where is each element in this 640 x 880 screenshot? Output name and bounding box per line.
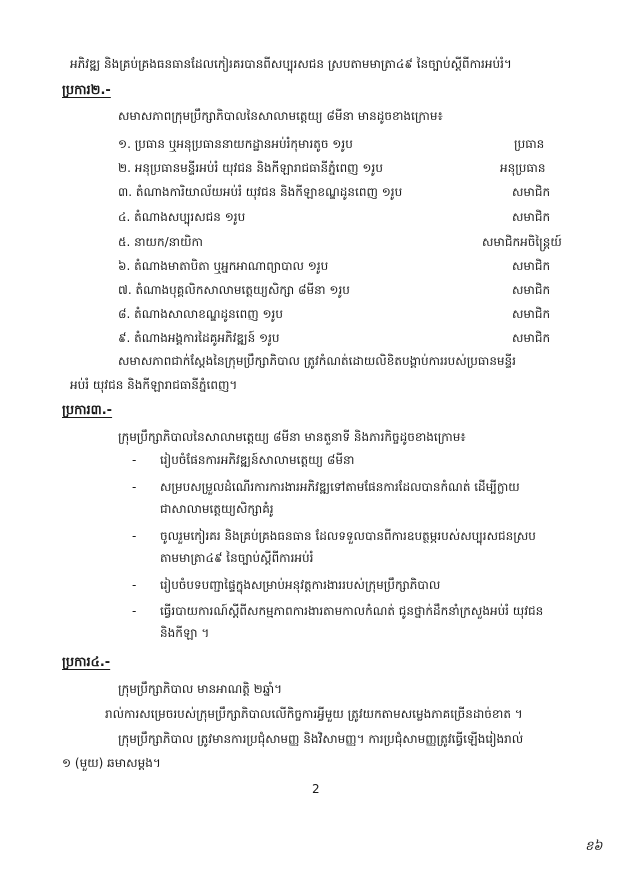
intro-line: អភិវឌ្ឍ និងគ្រប់គ្រងធនធានដែលកៀរគរបានពីសប្បុរសជន ស្របតាមមាត្រា៤៩ នៃច្បាប់ស្ដីពីការអប់រំ។ xyxy=(70,57,512,71)
bullet-dash: - xyxy=(132,604,137,618)
article-3-bullet-1: រៀបចំផែនការអភិវឌ្ឍន៍សាលាមត្តេយ្យ ៨មីនា xyxy=(160,453,355,467)
article-4-line-3: ក្រុមប្រឹក្សាភិបាល ត្រូវមានការប្រជុំសាមញ្ញ និងវិសាមញ្ញ។ ការប្រជុំសាមញ្ញត្រូវធ្វើឡើងរៀងរាល់ xyxy=(118,732,524,746)
bullet-dash: - xyxy=(132,578,137,592)
bullet-dash: - xyxy=(132,453,137,467)
margin-initials-mark: ខ៦ xyxy=(585,839,603,854)
member-9-role: សមាជិក xyxy=(512,331,551,345)
article-3-heading: ប្រការ៣.- xyxy=(62,403,113,418)
article-3-bullet-5-line-1: ធ្វើរបាយការណ៍ស្ដីពីសកម្មភាពការងារតាមកាលកំណត់ ជូនថ្នាក់ដឹកនាំក្រសួងអប់រំ យុវជន xyxy=(160,604,544,618)
member-7-role: សមាជិក xyxy=(512,283,551,297)
bullet-dash: - xyxy=(132,529,137,543)
member-5-text: ៥. នាយក/នាយិកា xyxy=(118,235,203,249)
article-4-line-2: រាល់ការសម្រេចរបស់ក្រុមប្រឹក្សាភិបាលលើកិច្ចការអ្វីមួយ ត្រូវយកតាមសម្លេងភាគច្រើនដាច់ខាត ។ xyxy=(105,707,523,721)
article-3-bullet-4: រៀបចំបទបញ្ជាផ្ទៃក្នុងសម្រាប់អនុវត្តការងាររបស់ក្រុមប្រឹក្សាភិបាល xyxy=(160,578,441,592)
bullet-dash: - xyxy=(132,480,137,494)
article-3-bullet-2-line-1: សម្របសម្រួលដំណើរការការងារអភិវឌ្ឍទៅតាមផែនការដែលបានកំណត់ ដើម្បីក្លាយ xyxy=(160,480,520,494)
member-1-text: ១. ប្រធាន ឬអនុប្រធាននាយកដ្ឋានអប់រំកុមារតូច ១រូប xyxy=(118,137,353,151)
article-2-intro: សមាសភាពក្រុមប្រឹក្សាភិបាលនៃសាលាមត្តេយ្យ ៨មីនា មានដូចខាងក្រោម៖ xyxy=(118,109,443,123)
page-number: 2 xyxy=(312,782,320,796)
article-2-closing-2: អប់រំ យុវជន និងកីឡារាជធានីភ្នំពេញ។ xyxy=(70,378,238,392)
member-2-role: អនុប្រធាន xyxy=(500,161,546,175)
member-8-text: ៨. តំណាងសាលាខណ្ឌដូនពេញ ១រូប xyxy=(118,307,283,321)
member-6-role: សមាជិក xyxy=(512,259,551,273)
member-2-text: ២. អនុប្រធានមន្ទីរអប់រំ យុវជន និងកីឡារាជធានីភ្នំពេញ ១រូប xyxy=(118,161,383,175)
member-4-role: សមាជិក xyxy=(512,210,551,224)
member-4-text: ៤. តំណាងសប្បុរសជន ១រូប xyxy=(118,210,246,224)
member-3-role: សមាជិក xyxy=(512,185,551,199)
article-3-bullet-2-line-2: ជាសាលាមត្តេយ្យសិក្សាគំរូ xyxy=(160,502,274,516)
article-3-intro: ក្រុមប្រឹក្សាភិបាលនៃសាលាមត្តេយ្យ ៨មីនា មានតួនាទី និងភារកិច្ចដូចខាងក្រោម៖ xyxy=(118,430,466,444)
article-4-heading: ប្រការ៤.- xyxy=(62,655,111,670)
article-3-bullet-5-line-2: និងកីឡា ។ xyxy=(160,626,210,640)
member-3-text: ៣. តំណាងការិយាល័យអប់រំ យុវជន និងកីឡាខណ្ឌដូនពេញ ១រូប xyxy=(118,185,403,199)
member-1-role: ប្រធាន xyxy=(514,137,545,151)
article-2-closing-1: សមាសភាពជាក់ស្ដែងនៃក្រុមប្រឹក្សាភិបាល ត្រូវកំណត់ដោយលិខិតបង្គាប់ការរបស់ប្រធានមន្ទីរ xyxy=(118,354,516,368)
article-3-bullet-3-line-1: ចូលរួមកៀរគរ និងគ្រប់គ្រងធនធាន ដែលទទួលបានពីការឧបត្ថម្ភរបស់សប្បុរសជនស្រប xyxy=(160,529,536,543)
member-5-role: សមាជិកអចិន្ត្រៃយ៍ xyxy=(482,235,562,249)
article-4-line-1: ក្រុមប្រឹក្សាភិបាល មានអាណត្តិ ២ឆ្នាំ។ xyxy=(118,682,283,696)
article-3-bullet-3-line-2: តាមមាត្រា៤៩ នៃច្បាប់ស្ដីពីការអប់រំ xyxy=(160,551,314,565)
member-9-text: ៩. តំណាងអង្គការដៃគូអភិវឌ្ឍន៍ ១រូប xyxy=(118,331,280,345)
member-8-role: សមាជិក xyxy=(512,307,551,321)
member-7-text: ៧. តំណាងបុគ្គលិកសាលាមត្តេយ្យសិក្សា ៨មីនា ១រូប xyxy=(118,283,350,297)
article-4-line-4: ១ (មួយ) ឆមាសម្ដង។ xyxy=(62,756,161,770)
article-2-heading: ប្រការ២.- xyxy=(62,83,111,98)
member-6-text: ៦. តំណាងមាតាបិតា ឬអ្នកអាណាព្យាបាល ១រូប xyxy=(118,259,329,273)
